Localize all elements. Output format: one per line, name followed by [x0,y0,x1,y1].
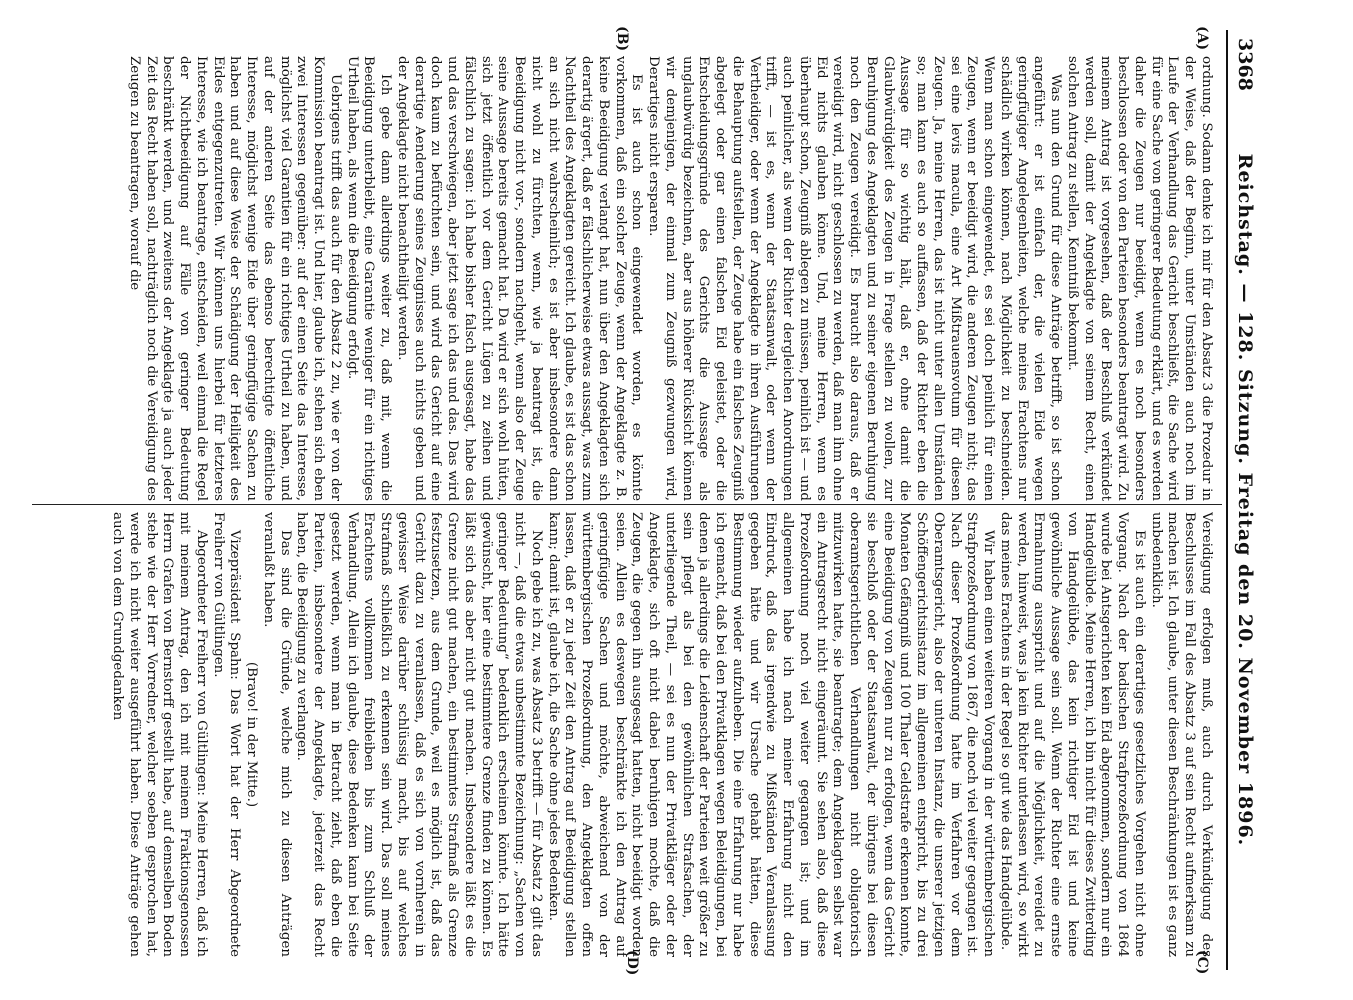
page-header [1226,30,1258,970]
speaker-paragraph: Vizepräsident Spahn: Das Wort hat der Herr Abgeordnete Freiherr von Gültlingen. [210,512,243,957]
speaker-paragraph: Abgeordneter Freiherr von Gültlingen: Meine Herren, daß ich mit meinem Antrag, den ich mit meinem Fraktionsgenossen Herrn Grafen von Bernstorff gestellt habe, auf demselben Boden stehe wie der Herr Vorredner, welcher soeben gesprochen hat, werde ich nicht weiter ausgeführt haben. Diese Anträge gehen auch von dem Grundgedanken [110,512,209,957]
paragraph: Das sind die Gründe, welche mich zu diesen Anträgen veranlaßt haben. [261,512,293,957]
paragraph: Es ist auch ein derartiges gesetzliches Vorgehen nicht ohne Vorgang. Nach der badischen Strafprozeßordnung von 1864 wurde bei Antsgerichten kein Eid abgenommen, sondern nur ein Handgelübde. Meine Herren, ich bin nicht für dieses Zwitterding von Handgelübde, das kein richtiger Eid ist und keine gewöhnliche Aussage sein soll. Wenn der Richter eine ernste Ermahnung ausspricht und auf die Möglichkeit, vereidet zu werden, hinweist, was ja kein Richter unterlassen wird, so wirkt das meines Erachtens in der Regel so gut wie das Handgelübde. [998,512,1147,957]
paragraph: Was nun den Grund für diese Anträge betrifft, so ist schon angeführt: er ist einfach der, die vielen Eide wegen geringfügiger Angelegenheiten, welche meines Erachtens nur schädlich wirken können, nach Möglichkeit zu beschneiden. Wenn man schon eingewendet, es sei doch peinlich für einen Zeugen, wenn er beeidigt wird, die anderen Zeugen nicht; das sei eine levis macula, eine Art Mißtrauensvotum für diesen Zeugen. Ja, meine Herren, das ist nicht unter allen Umständen so; man kann es auch so auffassen, daß der Richter eben die Aussage für so wichtig hält, daß er, ohne damit die Glaubwürdigkeit des Zeugen in Frage stellen zu wollen, zur Beruhigung des Angeklagten und zu seiner eigenen Beruhigung noch den Zeugen vereidigt. Es braucht also daraus, daß er vereidigt wird, nicht geschlossen zu werden, daß man ihm ohne Eid nichts glauben könne. Und, meine Herren, wenn es überhaupt schon, Zeugniß ablegen zu müssen, peinlich ist — und auch peinlicher, als wenn der Richter dergleichen Anordnungen trifft, — ist es, wenn der Staatsanwalt, oder wenn der Vertheidiger, oder wenn der Angeklagte in ihren Ausführungen die Behauptung aufstellen, der Zeuge habe ein falsches Zeugniß abgelegt oder gar einen falschen Eid geleistet, oder die Entscheidungsgründe des Gerichts die Aussage als unglaubwürdig bezeichnen, aber aus höherer Rücksicht können wir demjenigen, der einmal zum Zeugniß gezwungen wird, Derartiges nicht ersparen. [646,56,1064,501]
margin-mark-d: (D) [624,950,640,976]
margin-mark-a: (A) [1194,26,1210,51]
page-number: 3368 [1234,38,1256,91]
paragraph: Vereidigung erfolgen muß, auch durch Verkündigung des Beschlusses im Fall des Absatz 3 auf sein Recht aufmerksam zu machen ist. Ich glaube, unter diesen Beschränkungen ist es ganz unbedenklich. [1148,512,1214,957]
right-column [44,512,1214,957]
margin-mark-c: (C) [1194,950,1210,975]
interjection: (Bravo! in der Mitte.) [244,661,260,808]
paragraph: ordnung. Sodann denke ich mir für den Absatz 3 die Prozedur in der Weise, daß der Beginn, unter Umständen auch noch im Laufe der Verhandlung das Gericht beschließt, die Sache wird für eine Sache von geringerer Bedeutung erklärt, und es werden daher die Zeugen nur beeidigt, wenn es noch besonders beschlossen oder von den Parteien besonders beantragt wird. Zu meinem Antrag ist vorgesehen, daß der Beschluß verkündet werden soll, damit der Angeklagte von seinem Recht, einen solchen Antrag zu stellen, Kenntniß bekommt. [1065,56,1214,501]
paragraph: Es ist auch schon eingewendet worden, es könnte vorkommen, daß ein solcher Zeuge, wenn der Angeklagte z. B. keine Beeidigung verlangt hat, nun über den Angeklagten sich derartig ärgert, daß er fälschlicherweise etwas aussagt, was zum Nachtheil des Angeklagten gereicht. Ich glaube, es ist das schon an sich nicht wahrscheinlich; es ist aber insbesondere dann nicht wohl zu fürchten, wenn, wie ja beantragt ist, die Beeidigung nicht vor-, sondern nachgeht, wenn also der Zeuge seine Aussage bereits gemacht hat. Da wird er sich wohl hüten, sich jetzt öffentlich vor dem Gericht Lügen zu zeihen und fälschlich zu sagen: ich habe bisher falsch ausgesagt, habe das und das verschwiegen, aber jetzt sage ich das und das. Das wird doch kaum zu befürchten sein, und wird das Gericht auf eine derartige Aenderung seines Zeugnisses auch nichts geben und der Angeklagte nicht benachtheiligt werden. [395,56,645,501]
left-column [44,56,1214,501]
paragraph: Wir haben einen weiteren Vorgang in der württembergischen Strafprozeßordnung von 1867, die noch viel weiter gegangen ist. Nach dieser Prozeßordnung hatte im Verfahren vor dem Oberamtsgericht, also der unteren Instanz, die unserer jetzigen Schöffengerichtsinstanz im allgemeinen entspricht, bis zu drei Monaten Gefängniß und 100 Thaler Geldstrafe erkennen konnte, eine Beeidigung von Zeugen nur zu erfolgen, wenn das Gericht sie beschloß oder der Staatsanwalt, der übrigens bei diesen oberamtsgerichtlichen Verhandlungen nicht obligatorisch mitzuwirken hatte, sie beantragte; dem Angeklagten selbst war ein Antragsrecht nicht eingeräumt. Sie sehen also, daß diese Prozeßordnung noch viel weiter gegangen ist; und im allgemeinen habe ich nach meiner Erfahrung nicht den Eindruck, daß das irgendwie zu Mißständen Veranlassung gegeben hätte und wir Ursache gehabt hätten, diese Bestimmung wieder aufzuheben. Die eine Erfahrung nur habe ich gemacht, daß bei den Privatklagen wegen Beleidigungen, bei denen ja allerdings die Leidenschaft der Parteien weit größer zu sein pflegt als bei den gewöhnlichen Strafsachen, der unterliegende Theil, — sei es nun der Privatkläger oder der Angeklagte, sich oft nicht dabei beruhigen mochte, daß die Zeugen, die gegen ihn ausgesagt hatten, nicht beeidigt worden seien. Allein es deswegen beschränkte ich den Antrag auf geringfügige Sachen und möchte, abweichend von der württembergischen Prozeßordnung, den Angeklagten offen lassen, daß er zu jeder Zeit den Antrag auf Beeidigung stellen kann; damit ist, glaube ich, die Sache ohne jedes Bedenken. [545,512,997,957]
paragraph: Uebrigens trifft das auch für den Absatz 2 zu, wie er von der Kommission beantragt ist. Und hier, glaube ich, stehen sich eben zwei Interessen gegenüber: auf der einen Seite das Interesse, möglichst viel Garantien für ein richtiges Urtheil zu haben, und auf der anderen Seite das ebenso berechtigte öffentliche Interesse, möglichst wenige Eide über geringfügige Sachen zu haben und auf diese Weise der Schädigung der Heiligkeit des Eides entgegenzutreten. Wir können uns hierbei für letzteres Interesse, wie ich beantrage, entscheiden, weil einmal die Regel der Nichtbeeidigung auf Fälle von geringer Bedeutung beschränkt werden, und zweitens der Angeklagte ja auch jeder Zeit das Recht haben soll, nachträglich noch die Vereidigung des Zeugen zu beantragen, worauf die [127,56,343,501]
page-title: Reichstag. — 128. Sitzung. Freitag den 20. November 1896. [1234,153,1256,847]
paragraph: Ich gebe dann allerdings weiter zu, daß mit, wenn die Beeidigung unterbleibt, eine Garantie weniger für ein richtiges Urtheil haben, als wenn die Beeidigung erfolgt. [344,56,394,501]
column-divider [32,504,1222,505]
paragraph: Noch gebe ich zu, was Absatz 3 betrifft — für Absatz 2 gilt das nicht —, daß die etwas unbestimmte Bezeichnung: „Sachen von geringer Bedeutung“ bedenklich erscheinen könnte. Ich hätte gewünscht, hier eine bestimmtere Grenze finden zu können. Es läßt sich das aber nicht gut machen. Insbesondere läßt es die Grenze nicht gut machen, ein bestimmtes Strafmaß als Grenze festzusetzen, aus dem Grunde, weil es möglich ist, daß das Gericht dazu zu veranlassen, daß es sich von vornherein in gewisser Weise darüber schlüssig macht, bis auf welches Strafmaß schließlich zu erkennen sein wird. Das soll meines Erachtens vollkommen freibleiben bis zum Schluß der Verhandlung. Allein ich glaube, diese Bedenken kann bei Seite gesetzt werden, wenn man in Betracht zieht, daß eben die Parteien, insbesondere der Angeklagte, jederzeit das Recht haben, die Beeidigung zu verlangen. [294,512,544,957]
margin-mark-b: (B) [614,26,630,52]
